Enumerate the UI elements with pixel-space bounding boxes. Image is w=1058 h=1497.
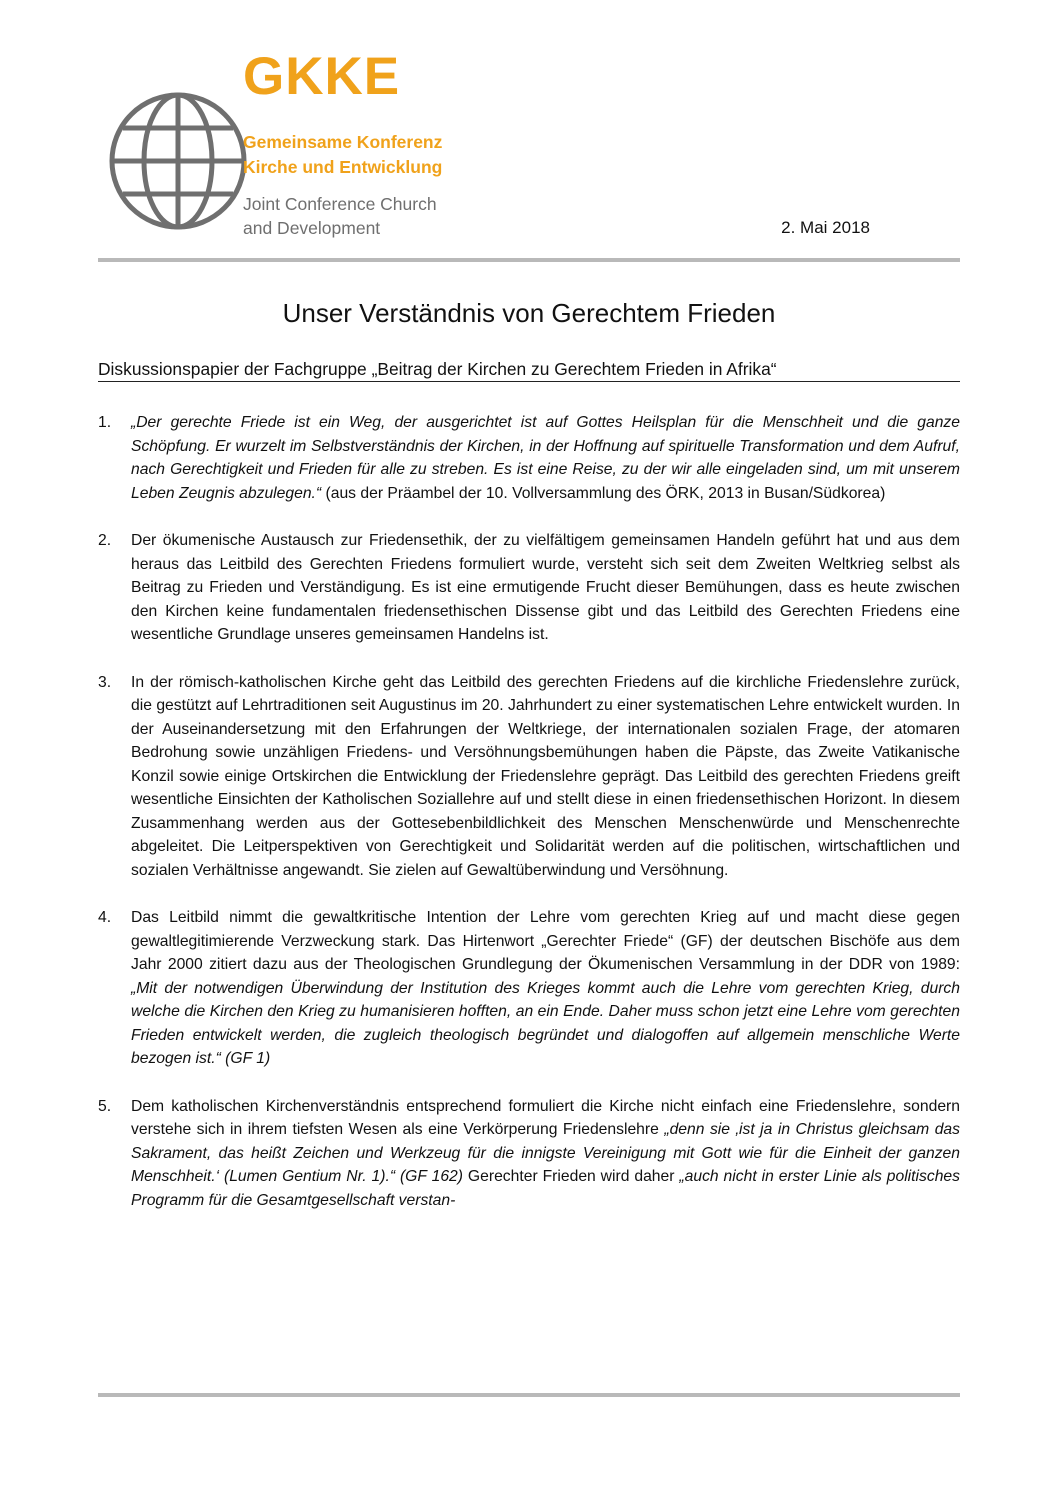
- paragraph-text: [131, 1095, 960, 1213]
- logo-en-line2: and Development: [243, 218, 381, 238]
- paragraph-number: 2.: [98, 532, 112, 549]
- page-subtitle: Diskussionspapier der Fachgruppe „Beitrag der Kirchen zu Gerechtem Frieden in Afrika“: [98, 359, 777, 379]
- logo-name-line2: Kirche und Entwicklung: [243, 157, 443, 177]
- quoted-text: „Mit der notwendigen Überwindung der Institution des Krieges kommt auch die Lehre vom gerechten Krieg, durch welche die Kirchen den Krieg zu humanisieren hofften, an ein Ende. Daher muss schon jetzt eine Lehre vom gerechten Frieden entwickelt werden, die zugleich theologisch begründet und dialogoffen auf allgemein menschliche Werte bezogen ist.“ (GF 1): [131, 979, 960, 1067]
- body-text: (aus der Präambel der 10. Vollversammlung des ÖRK, 2013 in Busan/Südkorea): [321, 484, 886, 502]
- paragraph-text: [131, 529, 960, 647]
- body-text: Gerechter Frieden wird daher: [463, 1168, 680, 1185]
- header-divider: [98, 258, 960, 262]
- paragraph-item: [98, 671, 960, 883]
- subtitle-underline: [98, 381, 960, 382]
- paragraph-item: [98, 1095, 960, 1213]
- body-text: Das Leitbild nimmt die gewaltkritische Intention der Lehre vom gerechten Krieg auf und macht diese gegen gewaltlegitimierende Verzweckung stark. Das Hirtenwort „Gerechter Friede“ (GF) der deutschen Bischöfe aus dem Jahr 2000 zitiert dazu aus der Theologischen Grundlegung der Ökumenischen Versammlung in der DDR von 1989:: [131, 909, 960, 973]
- paragraph-list: [98, 411, 960, 1236]
- paragraph-item: [98, 906, 960, 1071]
- paragraph-text: [131, 906, 960, 1071]
- paragraph-text: [131, 671, 960, 883]
- paragraph-number: 1.: [98, 414, 112, 431]
- globe-icon: [107, 90, 249, 232]
- paragraph-number: 4.: [98, 909, 112, 926]
- quoted-text: „auch nicht in erster Linie als politisches Programm für die Gesamtgesellschaft verstan-: [131, 1168, 960, 1209]
- body-text: Der ökumenische Austausch zur Friedensethik, der zu vielfältigem gemeinsamen Handeln geführt hat und aus dem heraus das Leitbild des Gerechten Friedens formuliert wurde, versteht sich seit dem Zweiten Weltkrieg selbst als Beitrag zu Frieden und Verständigung. Es ist eine ermutigende Frucht dieser Bemühungen, dass es heute zwischen den Kirchen keine fundamentalen friedensethischen Dissense gibt und das Leitbild des Gerechten Friedens eine wesentliche Grundlage unseres gemeinsamen Handelns ist.: [131, 532, 960, 643]
- page-title: Unser Verständnis von Gerechtem Frieden: [282, 298, 776, 328]
- paragraph-number: 3.: [98, 673, 112, 691]
- quoted-text: „denn sie ‚ist ja in Christus gleichsam das Sakrament, das heißt Zeichen und Werkzeug für die innigste Vereinigung mit Gott wie für die Einheit der ganzen Menschheit.‘ (Lumen Gentium Nr. 1).“ (GF 162): [131, 1121, 960, 1185]
- body-text: In der römisch-katholischen Kirche geht das Leitbild des gerechten Friedens auf die kirchliche Friedenslehre zurück, die gestützt auf Lehrtraditionen seit Augustinus im 20. Jahrhundert zu einer systematischen Lehre entwickelt wurden. In der Auseinandersetzung mit den Erfahrungen der Weltkriege, der internationalen sozialen Frage, der atomaren Bedrohung sowie unzähligen Friedens- und Versöhnungsbemühungen haben die Päpste, das Zweite Vatikanische Konzil sowie einige Ortskirchen die Entwicklung der Friedenslehre geprägt. Das Leitbild des gerechten Friedens greift wesentliche Einsichten der Katholischen Soziallehre auf und stellt diese in einen friedensethischen Horizont. In diesem Zusammenhang werden aus der Gottesebenbildlichkeit des Menschen Menschenwürde und Menschenrechte abgeleitet. Die Leitperspektiven von Gerechtigkeit und Solidarität werden auf die politischen, wirtschaftlichen und sozialen Verhältnisse angewandt. Sie zielen auf Gewaltüberwindung und Versöhnung.: [131, 673, 960, 879]
- quoted-text: „Der gerechte Friede ist ein Weg, der ausgerichtet ist auf Gottes Heilsplan für die Menschheit und die ganze Schöpfung. Er wurzelt im Selbstverständnis der Kirchen, in der Hoffnung auf spirituelle Transformation und dem Aufruf, nach Gerechtigkeit und Frieden für alle zu streben. Es ist eine Reise, zu der wir alle eingeladen sind, um mit unserem Leben Zeugnis abzulegen.“: [131, 414, 960, 502]
- logo-en-line1: Joint Conference Church: [243, 194, 437, 214]
- paragraph-number: 5.: [98, 1097, 112, 1115]
- footer-divider: [98, 1393, 960, 1397]
- logo-name-line1: Gemeinsame Konferenz: [243, 132, 443, 152]
- paragraph-item: [98, 529, 960, 647]
- logo-acronym: GKKE: [243, 47, 401, 106]
- paragraph-text: [131, 411, 960, 505]
- paragraph-item: [98, 411, 960, 505]
- body-text: Dem katholischen Kirchenverständnis entsprechend formuliert die Kirche nicht einfach eine Friedenslehre, sondern verstehe sich in ihrem tiefsten Wesen als eine Verkörperung Friedenslehre: [131, 1097, 960, 1138]
- document-date: 2. Mai 2018: [781, 218, 870, 237]
